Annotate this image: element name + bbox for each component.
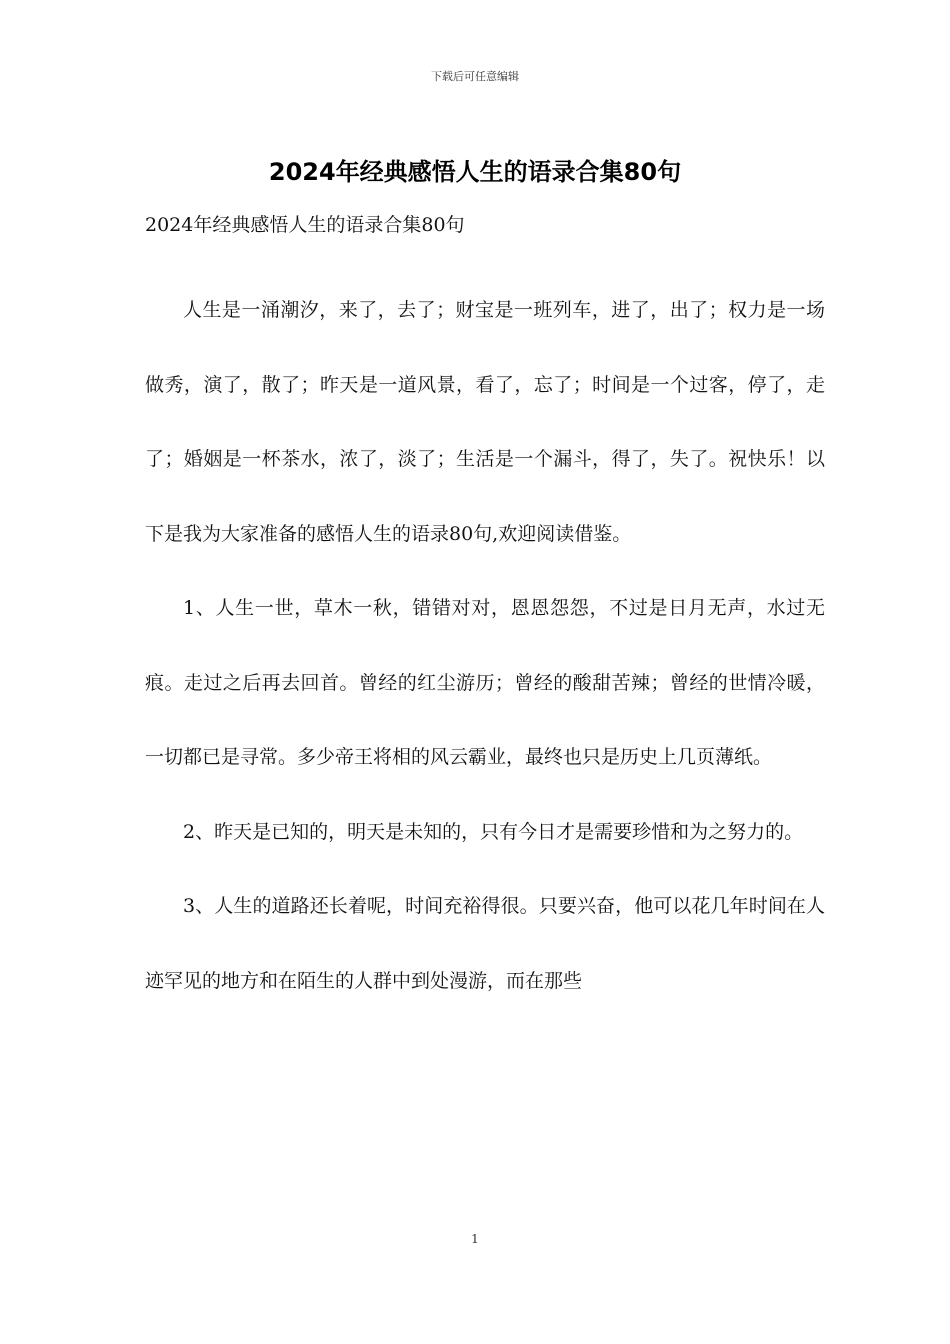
paragraph-item-1: 1、人生一世，草木一秋，错错对对，恩恩怨怨，不过是日月无声，水过无痕。走过之后再去回首。曾经的红尘游历；曾经的酸甜苦辣；曾经的世情冷暖，一切都已是寻常。多少帝王将相的风云霸业，最终也只是历史上几页薄纸。 xyxy=(145,597,825,768)
paragraph-item-2: 2、昨天是已知的，明天是未知的，只有今日才是需要珍惜和为之努力的。 xyxy=(183,820,804,843)
paragraph-intro: 人生是一涌潮汐，来了，去了；财宝是一班列车，进了，出了；权力是一场做秀，演了，散了；昨天是一道风景，看了，忘了；时间是一个过客，停了，走了；婚姻是一杯茶水，浓了，淡了；生活是一个漏斗，得了，失了。祝快乐！以下是我为大家准备的感悟人生的语录80句,欢迎阅读借鉴。 xyxy=(145,299,825,545)
document-body xyxy=(145,273,825,1018)
document-subtitle: 2024年经典感悟人生的语录合集80句 xyxy=(145,214,465,236)
paragraph-item-3: 3、人生的道路还长着呢，时间充裕得很。只要兴奋，他可以花几年时间在人迹罕见的地方和在陌生的人群中到处漫游，而在那些 xyxy=(145,895,825,992)
header-note: 下载后可任意编辑 xyxy=(431,70,519,83)
page-number: 1 xyxy=(471,1232,479,1246)
document-title: 2024年经典感悟人生的语录合集80句 xyxy=(268,158,682,186)
